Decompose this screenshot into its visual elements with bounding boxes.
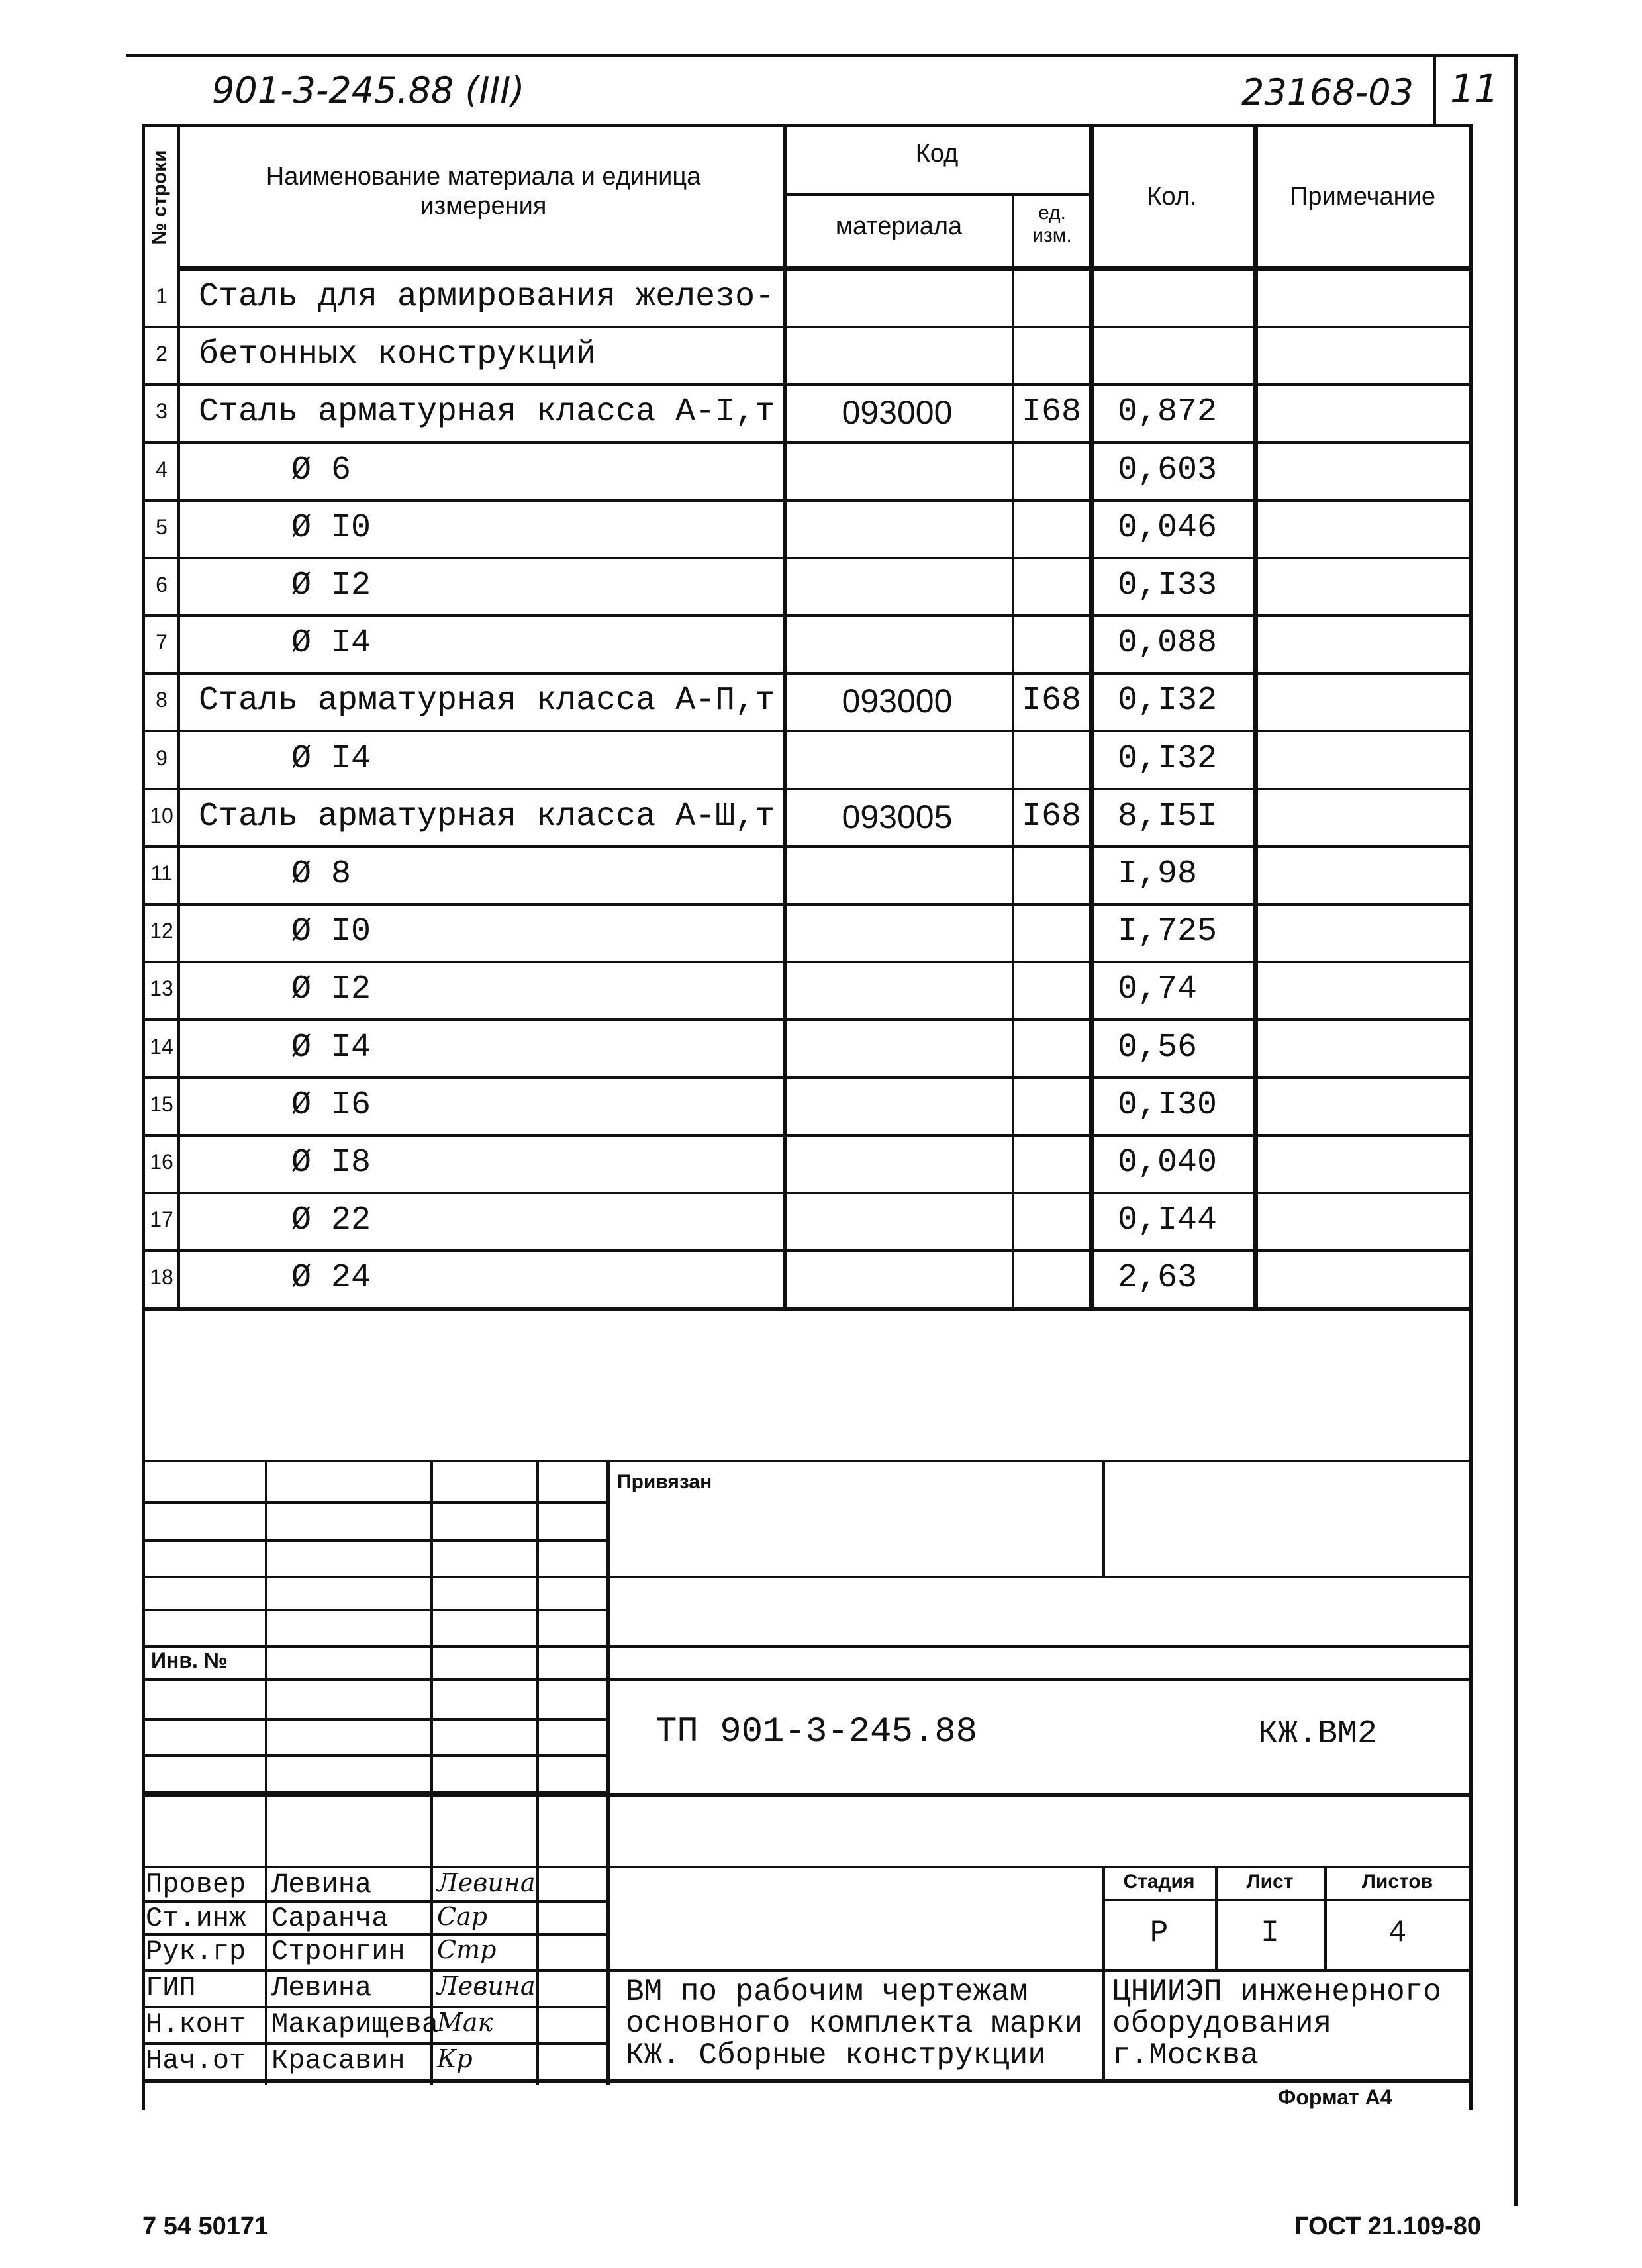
stamp-left-line: [142, 1501, 606, 1504]
row-line: [142, 499, 1471, 502]
stamp-bottom-line: [142, 2079, 1471, 2083]
stamp-top-line: [142, 1460, 1471, 1462]
row-name: Ø I6: [291, 1086, 371, 1124]
stage-header-line: [1102, 1899, 1471, 1901]
row-qty: 0,74: [1118, 970, 1198, 1008]
stamp-left-line: [142, 1539, 606, 1542]
row-line: [142, 1134, 1471, 1137]
row-unit: I68: [1021, 798, 1081, 835]
format-label: Формат А4: [1278, 2085, 1392, 2109]
header-bottom-line: [177, 266, 1472, 271]
col-line-rownum: [177, 124, 180, 1307]
row-line: [142, 903, 1471, 906]
row-line: [142, 326, 1471, 328]
privyazan-label: Привязан: [617, 1471, 712, 1493]
header-code-material: материала: [835, 213, 963, 240]
stamp-col-3: [536, 1460, 539, 2085]
row-qty: 0,I32: [1118, 682, 1218, 720]
sheets-value: 4: [1388, 1916, 1407, 1950]
sign-signature: Стр: [437, 1935, 497, 1964]
row-line: [142, 672, 1471, 675]
org-line: ЦНИИЭП инженерного: [1112, 1975, 1441, 2009]
privyazan-bottom: [606, 1576, 1471, 1578]
row-line: [142, 845, 1471, 848]
row-line: [142, 788, 1471, 790]
header-row-no: [144, 129, 176, 265]
row-number: 11: [150, 861, 173, 885]
row-number: 1: [156, 284, 168, 308]
row-name: Ø 22: [291, 1202, 371, 1239]
row-name: Сталь для армирования железо-: [199, 278, 775, 316]
row-name: Ø I8: [291, 1144, 371, 1182]
row-qty: 0,046: [1118, 509, 1218, 547]
sign-signature: Мак: [437, 2008, 493, 2037]
stage-block-left: [1102, 1866, 1105, 2079]
sheet-box-divider: [1433, 54, 1436, 126]
row-line: [142, 1249, 1471, 1252]
table-top-line: [142, 124, 1473, 127]
sign-signature: Левина: [437, 1971, 536, 2001]
row-qty: I,725: [1118, 913, 1218, 951]
row-name: Ø I4: [291, 624, 371, 662]
sign-name: Красавин: [271, 2045, 405, 2077]
row-qty: 0,872: [1118, 393, 1218, 431]
row-name: Ø I4: [291, 1029, 371, 1066]
top-frame-line: [126, 54, 1516, 57]
sign-role: ГИП: [146, 1972, 196, 2004]
row-qty: 0,088: [1118, 624, 1218, 662]
table-left-line: [142, 124, 145, 2110]
row-number: 6: [156, 573, 168, 596]
row-number: 12: [150, 919, 173, 943]
row-qty: 0,I44: [1118, 1202, 1218, 1239]
row-number: 3: [156, 399, 168, 423]
header-code-unit: ед. изм.: [1032, 202, 1072, 246]
sign-name: Левина: [271, 1869, 372, 1901]
code-header-split: [783, 193, 1092, 196]
row-line: [142, 1076, 1471, 1079]
col-line-unit: [1089, 124, 1094, 1307]
col-line-code: [1012, 193, 1014, 1307]
row-line: [142, 1307, 1471, 1311]
sign-signature: Сар: [437, 1902, 488, 1931]
row-name: Ø I0: [291, 509, 371, 547]
header-qty: Кол.: [1147, 183, 1197, 211]
org-line: г.Москва: [1112, 2038, 1259, 2073]
row-line: [142, 557, 1471, 559]
row-number: 10: [150, 804, 173, 827]
stamp-lower-line: [142, 1754, 606, 1757]
sign-name: Левина: [271, 1972, 372, 2004]
row-qty: 2,63: [1118, 1259, 1198, 1297]
row-number: 4: [156, 457, 168, 481]
row-unit: I68: [1021, 393, 1081, 431]
doc-title-line: ВМ по рабочим чертежам: [626, 1975, 1028, 2009]
row-line: [142, 383, 1471, 386]
row-name: Ø I4: [291, 740, 371, 778]
row-line: [142, 1192, 1471, 1194]
sheets-label: Листов: [1361, 1871, 1433, 1893]
row-name: Ø I2: [291, 970, 371, 1008]
col-line-qty: [1253, 124, 1258, 1307]
stage-label: Стадия: [1123, 1871, 1195, 1893]
row-code: 093000: [842, 683, 953, 720]
row-qty: 0,603: [1118, 451, 1218, 489]
row-unit: I68: [1021, 682, 1081, 720]
org-line: оборудования: [1112, 2007, 1332, 2041]
row-name: Сталь арматурная класса А-Ш,т: [199, 798, 775, 835]
doc-title-line: КЖ. Сборные конструкции: [626, 2038, 1046, 2073]
sign-role: Н.конт: [146, 2008, 246, 2040]
row-qty: 0,I30: [1118, 1086, 1218, 1124]
table-right-line: [1469, 124, 1473, 2110]
row-code: 093000: [842, 394, 953, 431]
row-line: [142, 1018, 1471, 1021]
row-qty: 8,I5I: [1118, 798, 1218, 835]
sign-name: Саранча: [271, 1903, 389, 1934]
row-number: 16: [150, 1150, 173, 1174]
row-qty: 0,I32: [1118, 740, 1218, 778]
row-name: Ø I2: [291, 567, 371, 604]
sign-signature: Кр: [437, 2044, 473, 2073]
footer-gost: ГОСТ 21.109-80: [1294, 2212, 1482, 2240]
row-line: [142, 730, 1471, 732]
stamp-left-line: [142, 1609, 606, 1611]
row-number: 5: [156, 515, 168, 539]
row-number: 14: [150, 1035, 173, 1059]
row-name: Сталь арматурная класса А-П,т: [199, 682, 775, 720]
sign-role: Провер: [146, 1869, 246, 1901]
row-number: 7: [156, 630, 168, 654]
right-frame-line: [1514, 54, 1518, 2206]
row-number: 8: [156, 688, 168, 712]
row-name: Сталь арматурная класса А-I,т: [199, 393, 775, 431]
designation: ТП 901-3-245.88: [655, 1712, 978, 1752]
sheet-label: Лист: [1246, 1871, 1294, 1893]
doc-code: 901-3-245.88 (III): [212, 70, 525, 111]
footer-left-code: 7 54 50171: [142, 2212, 269, 2240]
privyazan-divider: [1102, 1460, 1105, 1576]
header-code: Код: [915, 140, 959, 167]
row-name: бетонных конструкций: [199, 336, 597, 373]
row-code: 093005: [842, 798, 953, 835]
designation-bottom: [142, 1793, 1471, 1797]
doc-title: [626, 1976, 1083, 2071]
stamp-col-1: [265, 1460, 267, 2085]
row-name: Ø I0: [291, 913, 371, 951]
header-row-no-label: № строки: [149, 149, 171, 245]
stage-value: Р: [1149, 1916, 1169, 1950]
stamp-left-line: [142, 1576, 606, 1578]
row-line: [142, 441, 1471, 444]
mark: КЖ.ВМ2: [1258, 1715, 1378, 1753]
row-number: 13: [150, 976, 173, 1000]
organization: [1112, 1976, 1441, 2071]
inv-no-label: Инв. №: [151, 1648, 228, 1672]
sign-role: Ст.инж: [146, 1903, 246, 1934]
sheet-number: 11: [1450, 66, 1499, 111]
stamp-left-line: [142, 1678, 1471, 1681]
sign-name: Макарищева: [271, 2008, 439, 2040]
row-line: [142, 614, 1471, 617]
stamp-left-line: [142, 1645, 1471, 1648]
row-qty: 0,040: [1118, 1144, 1218, 1182]
row-qty: I,98: [1118, 855, 1198, 893]
header-note: Примечание: [1290, 183, 1435, 211]
stamp-col-2: [430, 1460, 433, 2085]
stamp-col-4: [606, 1460, 610, 2085]
doc-number: 23168-03: [1241, 71, 1414, 113]
row-number: 18: [150, 1265, 173, 1289]
row-number: 9: [156, 746, 168, 770]
sheet-value: I: [1261, 1916, 1279, 1950]
row-qty: 0,I33: [1118, 567, 1218, 604]
row-line: [142, 961, 1471, 963]
row-name: Ø 24: [291, 1259, 371, 1297]
row-number: 17: [150, 1207, 173, 1231]
row-name: Ø 8: [291, 855, 352, 893]
sign-signature: Левина: [437, 1868, 536, 1897]
sign-role: Рук.гр: [146, 1936, 246, 1967]
doc-title-line: основного комплекта марки: [626, 2007, 1083, 2041]
header-name: Наименование материала и единица измерения: [266, 163, 701, 220]
row-name: Ø 6: [291, 451, 352, 489]
sign-name: Стронгин: [271, 1936, 405, 1967]
row-qty: 0,56: [1118, 1029, 1198, 1066]
sign-role: Нач.от: [146, 2045, 246, 2077]
stamp-lower-line: [142, 1718, 606, 1721]
row-number: 2: [156, 342, 168, 365]
row-number: 15: [150, 1092, 173, 1116]
